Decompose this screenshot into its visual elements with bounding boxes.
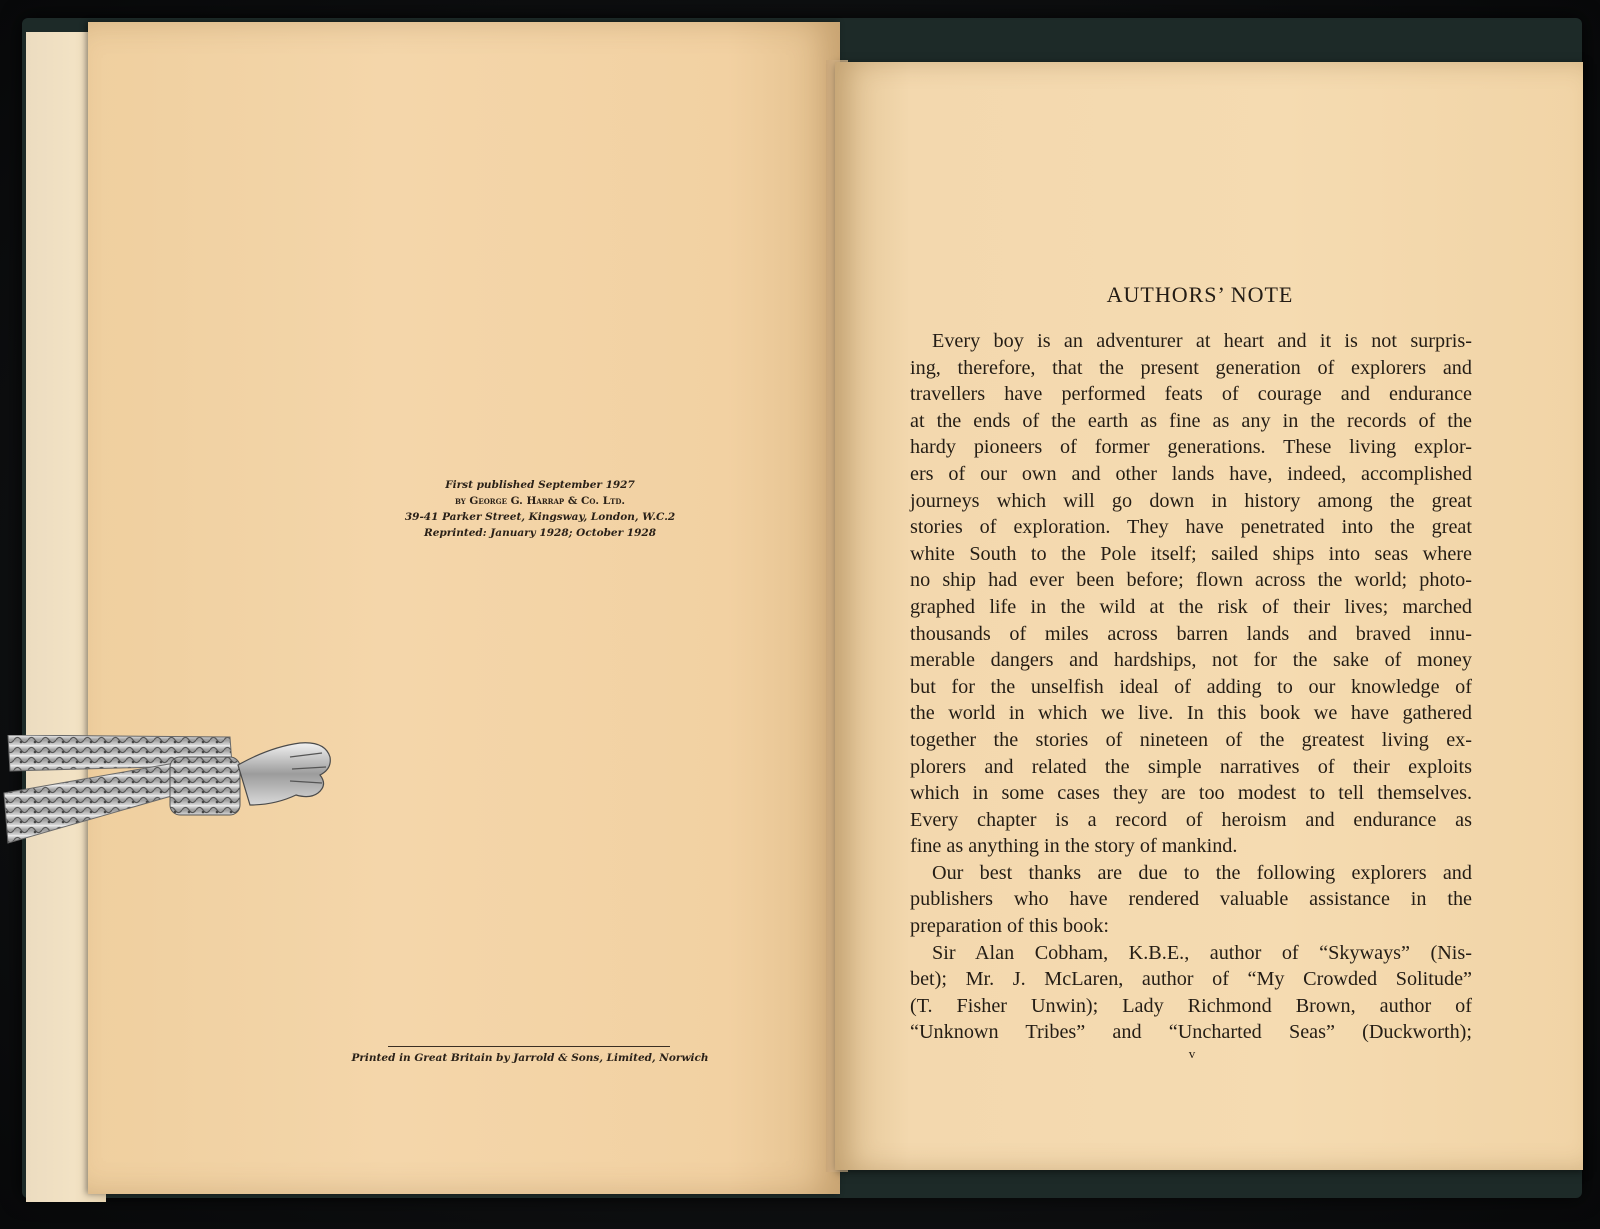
- text-line: hardy pioneers of former generations. These living explor-: [910, 436, 1472, 459]
- text-line: ers of our own and other lands have, indeed, accomplished: [910, 462, 1472, 485]
- text-line: Our best thanks are due to the following explorers and: [932, 861, 1472, 884]
- text-line: stories of exploration. They have penetrated into the great: [910, 516, 1472, 539]
- imprint-line: 39-41 Parker Street, Kingsway, London, W.C.2: [404, 511, 676, 523]
- text-line: the world in which we live. In this book we have gathered: [910, 702, 1472, 725]
- text-line: plorers and related the simple narratives of their exploits: [910, 755, 1472, 778]
- text-line: no ship had ever been before; flown across the world; photo-: [910, 569, 1472, 592]
- authors-note-body: [910, 328, 1472, 1046]
- text-line: travellers have performed feats of courage and endurance: [910, 383, 1472, 406]
- hand-bookmark-clip-icon: [0, 735, 340, 865]
- page-number: v: [1188, 1046, 1196, 1061]
- text-line: Sir Alan Cobham, K.B.E., author of “Skyways” (Nis-: [932, 941, 1472, 964]
- text-line: bet); Mr. J. McLaren, author of “My Crowded Solitude”: [910, 968, 1472, 991]
- text-line: publishers who have rendered valuable assistance in the: [910, 888, 1472, 911]
- text-line: “Unknown Tribes” and “Uncharted Seas” (Duckworth);: [910, 1021, 1472, 1044]
- imprint-line: First published September 1927: [445, 479, 635, 491]
- text-line: preparation of this book:: [910, 915, 1110, 938]
- imprint-line: Reprinted: January 1928; October 1928: [423, 527, 657, 539]
- imprint-line: by George G. Harrap & Co. Ltd.: [454, 495, 626, 507]
- text-line: ing, therefore, that the present generation of explorers and: [910, 356, 1472, 379]
- text-line: graphed life in the wild at the risk of their lives; marched: [910, 595, 1472, 618]
- text-line: Every boy is an adventurer at heart and it is not surpris-: [932, 330, 1472, 352]
- text-line: journeys which will go down in history among the great: [910, 489, 1472, 512]
- printer-rule: [388, 1046, 670, 1047]
- authors-note-title: AUTHORS’ NOTE: [1106, 282, 1294, 307]
- publication-imprint: [370, 477, 710, 541]
- text-line: fine as anything in the story of mankind.: [910, 835, 1238, 858]
- text-line: at the ends of the earth as fine as any in the records of the: [910, 409, 1472, 432]
- printer-line: Printed in Great Britain by Jarrold & Sons, Limited, Norwich: [351, 1052, 709, 1064]
- text-line: merable dangers and hardships, not for the sake of money: [910, 649, 1472, 672]
- text-line: together the stories of nineteen of the greatest living ex-: [910, 728, 1472, 751]
- text-line: but for the unselfish ideal of adding to our knowledge of: [910, 675, 1472, 698]
- text-line: thousands of miles across barren lands and braved innu-: [910, 622, 1472, 645]
- text-line: which in some cases they are too modest to tell themselves.: [910, 782, 1472, 805]
- text-line: Every chapter is a record of heroism and endurance as: [910, 808, 1472, 831]
- text-line: (T. Fisher Unwin); Lady Richmond Brown, author of: [910, 994, 1472, 1017]
- text-line: white South to the Pole itself; sailed ships into seas where: [910, 542, 1472, 565]
- left-page: [88, 22, 840, 1194]
